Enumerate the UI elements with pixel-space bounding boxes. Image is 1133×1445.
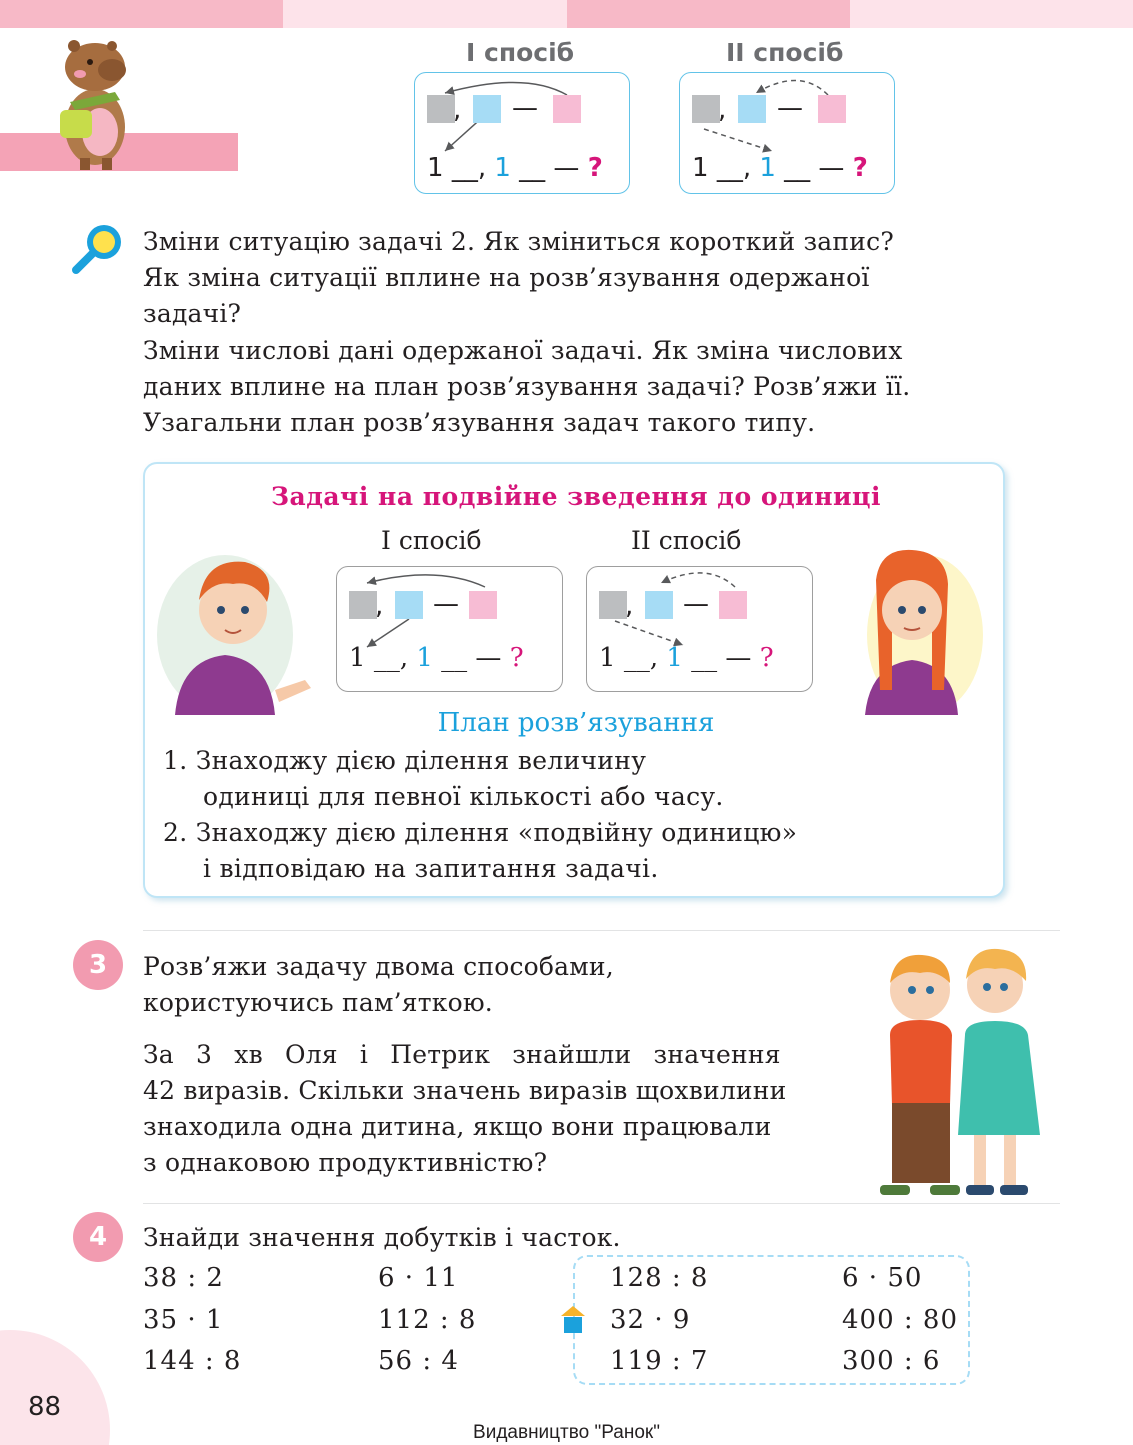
plan-step-2: 2. Знаходжу дією ділення «подвійну одиницю»: [163, 818, 798, 847]
expr-col4-row3: 300 : 6: [842, 1346, 941, 1376]
scheme-row2: 1 __, 1 __ — ?: [692, 153, 868, 183]
plan-step-1: 1. Знаходжу дією ділення величину: [163, 746, 647, 775]
divider: [143, 1203, 1060, 1204]
pink-square: [818, 95, 846, 123]
memo-scheme-method2: [586, 566, 813, 692]
pink-square: [553, 95, 581, 123]
plan-step-2-cont: і відповідаю на запитання задачі.: [203, 854, 659, 883]
task3-problem-2: 42 виразів. Скільки значень виразів щохвилини: [143, 1076, 787, 1105]
dash: —: [777, 93, 803, 123]
girl-illustration: [840, 540, 985, 720]
task-3-number: 3: [73, 940, 123, 990]
intro-line-6: Узагальни план розв’язування задач такого типу.: [143, 408, 816, 437]
memo-scheme-method1: [336, 566, 563, 692]
expr-col3-row3: 119 : 7: [610, 1346, 709, 1376]
memo-method2-label: ІІ спосіб: [631, 526, 742, 555]
pink-square: [719, 591, 747, 619]
scheme-arrows: [587, 567, 814, 693]
expr-col2-row1: 6 · 11: [378, 1263, 459, 1293]
task3-problem-1: За 3 хв Оля і Петрик знайшли значення: [143, 1040, 781, 1069]
intro-line-1: Зміни ситуацію задачі 2. Як зміниться короткий запис?: [143, 227, 894, 256]
boy-illustration: [155, 540, 320, 720]
gray-square: [599, 591, 627, 619]
memo-method1-label: І спосіб: [381, 526, 482, 555]
intro-line-2: Як зміна ситуації вплине на розв’язування одержаної: [143, 263, 870, 292]
divider: [143, 930, 1060, 931]
comma: ,: [718, 95, 727, 125]
task3-instruction-1: Розв’яжи задачу двома способами,: [143, 952, 614, 981]
expr-col4-row1: 6 · 50: [842, 1263, 923, 1293]
comma: ,: [453, 95, 462, 125]
capybara-mascot-illustration: [50, 32, 140, 172]
expr-col3-row2: 32 · 9: [610, 1305, 691, 1335]
task-4-number: 4: [73, 1212, 123, 1262]
magnifier-icon: [70, 222, 126, 276]
comma: ,: [625, 591, 634, 621]
top-scheme-method2: [679, 72, 895, 194]
task4-instruction: Знайди значення добутків і часток.: [143, 1223, 621, 1252]
blue-square: [738, 95, 766, 123]
expr-col3-row1: 128 : 8: [610, 1263, 709, 1293]
intro-line-5: даних вплине на план розв’язування задачі? Розв’яжи її.: [143, 372, 911, 401]
publisher-credit: Видавництво "Ранок": [473, 1422, 660, 1443]
expr-col2-row2: 112 : 8: [378, 1305, 477, 1335]
house-icon: [560, 1304, 586, 1334]
task3-instruction-2: користуючись пам’яткою.: [143, 988, 493, 1017]
top-method1-label: І спосіб: [466, 38, 575, 67]
expr-col1-row1: 38 : 2: [143, 1263, 224, 1293]
expr-col1-row2: 35 · 1: [143, 1305, 224, 1335]
plan-title: План розв’язування: [437, 708, 715, 738]
expr-col2-row3: 56 : 4: [378, 1346, 459, 1376]
comma: ,: [375, 591, 384, 621]
blue-square: [645, 591, 673, 619]
task3-problem-4: з однаковою продуктивністю?: [143, 1148, 548, 1177]
intro-line-4: Зміни числові дані одержаної задачі. Як зміна числових: [143, 336, 903, 365]
children-illustration: [870, 935, 1060, 1200]
expr-col4-row2: 400 : 80: [842, 1305, 958, 1335]
top-color-strip: [0, 0, 1133, 28]
dash: —: [512, 93, 538, 123]
gray-square: [692, 95, 720, 123]
expr-col1-row3: 144 : 8: [143, 1346, 242, 1376]
gray-square: [427, 95, 455, 123]
dash: —: [433, 589, 459, 619]
page-number: 88: [28, 1392, 62, 1422]
gray-square: [349, 591, 377, 619]
dash: —: [683, 589, 709, 619]
plan-step-1-cont: одиниці для певної кількості або часу.: [203, 782, 724, 811]
task3-problem-3: знаходила одна дитина, якщо вони працювали: [143, 1112, 772, 1141]
memo-title: Задачі на подвійне зведення до одиниці: [270, 482, 882, 511]
blue-square: [473, 95, 501, 123]
scheme-row2: 1 __, 1 __ — ?: [349, 643, 524, 673]
scheme-row2: 1 __, 1 __ — ?: [427, 153, 603, 183]
top-method2-label: ІІ спосіб: [726, 38, 844, 67]
scheme-arrows: [337, 567, 564, 693]
intro-line-3: задачі?: [143, 299, 242, 328]
pink-square: [469, 591, 497, 619]
scheme-row2: 1 __, 1 __ — ?: [599, 643, 774, 673]
blue-square: [395, 591, 423, 619]
top-scheme-method1: [414, 72, 630, 194]
